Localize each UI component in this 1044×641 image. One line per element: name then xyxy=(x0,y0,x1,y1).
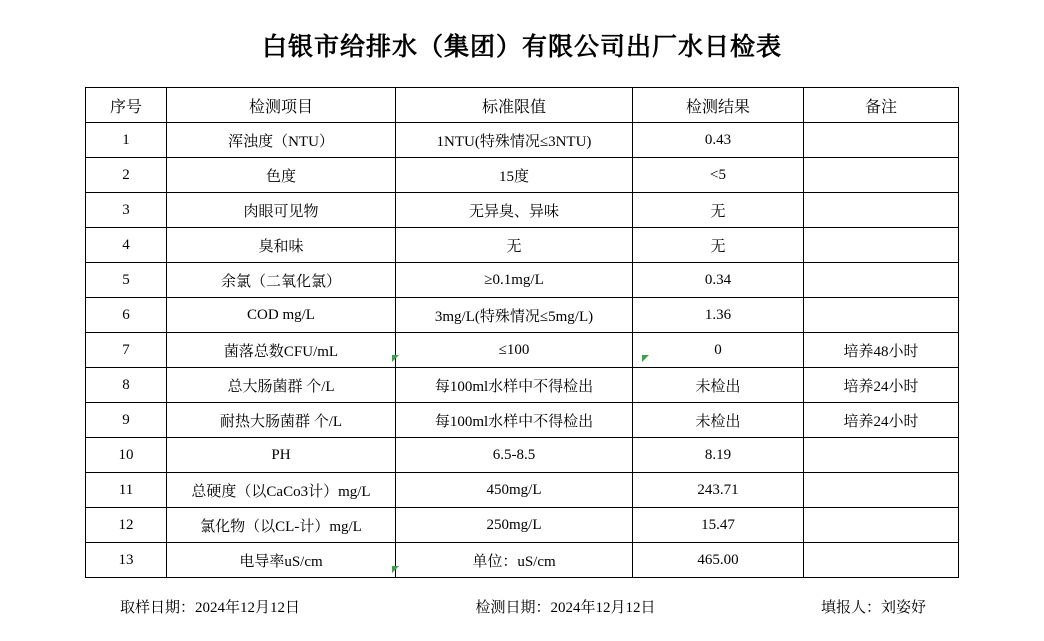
cell-note xyxy=(804,438,959,473)
table-row xyxy=(86,298,959,333)
column-header-index: 序号 xyxy=(86,88,167,123)
cell-result: 未检出 xyxy=(633,403,804,438)
table-row xyxy=(86,228,959,263)
cell-note xyxy=(804,158,959,193)
cell-item: 余氯（二氧化氯） xyxy=(167,263,396,298)
table-row xyxy=(86,123,959,158)
cell-item: 耐热大肠菌群 个/L xyxy=(167,403,396,438)
cell-index: 9 xyxy=(86,403,167,438)
water-quality-table xyxy=(85,87,959,578)
cell-limit: 每100ml水样中不得检出 xyxy=(396,403,633,438)
cell-limit: 450mg/L xyxy=(396,473,633,508)
cell-item: PH xyxy=(167,438,396,473)
cell-item: 浑浊度（NTU） xyxy=(167,123,396,158)
table-row xyxy=(86,403,959,438)
cell-result: 0.43 xyxy=(633,123,804,158)
cell-index: 2 xyxy=(86,158,167,193)
cell-index: 1 xyxy=(86,123,167,158)
cell-note xyxy=(804,508,959,543)
cell-result: 465.00 xyxy=(633,543,804,578)
green-marker-icon xyxy=(642,355,649,362)
table-header-row xyxy=(86,88,959,123)
cell-item: COD mg/L xyxy=(167,298,396,333)
table-header xyxy=(86,88,959,123)
cell-note xyxy=(804,298,959,333)
cell-index: 13 xyxy=(86,543,167,578)
cell-limit: 单位：uS/cm xyxy=(396,543,633,578)
cell-result: 0 xyxy=(633,333,804,368)
cell-limit: 250mg/L xyxy=(396,508,633,543)
cell-note xyxy=(804,193,959,228)
cell-result: 0.34 xyxy=(633,263,804,298)
cell-item: 肉眼可见物 xyxy=(167,193,396,228)
cell-index: 10 xyxy=(86,438,167,473)
table-row xyxy=(86,333,959,368)
cell-note xyxy=(804,473,959,508)
cell-index: 11 xyxy=(86,473,167,508)
cell-result: 243.71 xyxy=(633,473,804,508)
cell-note xyxy=(804,228,959,263)
cell-result: 8.19 xyxy=(633,438,804,473)
table-row xyxy=(86,438,959,473)
cell-item: 电导率uS/cm xyxy=(167,543,396,578)
test-date: 检测日期：2024年12月12日 xyxy=(475,600,656,616)
cell-index: 8 xyxy=(86,368,167,403)
cell-limit: 无异臭、异味 xyxy=(396,193,633,228)
sample-date: 取样日期：2024年12月12日 xyxy=(120,600,301,616)
green-marker-icon xyxy=(392,566,399,573)
table-body xyxy=(86,123,959,578)
column-header-result: 检测结果 xyxy=(633,88,804,123)
cell-note: 培养48小时 xyxy=(804,333,959,368)
reporter-name: 填报人：刘姿妤 xyxy=(820,600,926,616)
cell-note: 培养24小时 xyxy=(804,403,959,438)
cell-limit: 3mg/L(特殊情况≤5mg/L) xyxy=(396,298,633,333)
column-header-note: 备注 xyxy=(804,88,959,123)
cell-limit: 1NTU(特殊情况≤3NTU) xyxy=(396,123,633,158)
cell-result: 1.36 xyxy=(633,298,804,333)
cell-result: 无 xyxy=(633,228,804,263)
table-row xyxy=(86,473,959,508)
cell-note: 培养24小时 xyxy=(804,368,959,403)
table-row xyxy=(86,263,959,298)
cell-index: 12 xyxy=(86,508,167,543)
cell-note xyxy=(804,543,959,578)
table-row xyxy=(86,193,959,228)
cell-limit: 无 xyxy=(396,228,633,263)
cell-index: 5 xyxy=(86,263,167,298)
cell-index: 3 xyxy=(86,193,167,228)
footer xyxy=(82,596,962,617)
cell-index: 7 xyxy=(86,333,167,368)
cell-index: 4 xyxy=(86,228,167,263)
cell-result: 15.47 xyxy=(633,508,804,543)
table-row xyxy=(86,158,959,193)
cell-item: 总硬度（以CaCo3计）mg/L xyxy=(167,473,396,508)
cell-item: 氯化物（以CL-计）mg/L xyxy=(167,508,396,543)
cell-result: 无 xyxy=(633,193,804,228)
cell-result: <5 xyxy=(633,158,804,193)
column-header-item: 检测项目 xyxy=(167,88,396,123)
page-title: 白银市给排水（集团）有限公司出厂水日检表 xyxy=(261,34,782,61)
cell-note xyxy=(804,123,959,158)
cell-limit: 6.5-8.5 xyxy=(396,438,633,473)
cell-item: 菌落总数CFU/mL xyxy=(167,333,396,368)
cell-index: 6 xyxy=(86,298,167,333)
cell-note xyxy=(804,263,959,298)
cell-item: 色度 xyxy=(167,158,396,193)
column-header-limit: 标准限值 xyxy=(396,88,633,123)
cell-limit: 每100ml水样中不得检出 xyxy=(396,368,633,403)
green-marker-icon xyxy=(392,355,399,362)
cell-limit: ≤100 xyxy=(396,333,633,368)
cell-item: 总大肠菌群 个/L xyxy=(167,368,396,403)
table-row xyxy=(86,508,959,543)
table-row xyxy=(86,368,959,403)
cell-limit: ≥0.1mg/L xyxy=(396,263,633,298)
cell-item: 臭和味 xyxy=(167,228,396,263)
cell-result: 未检出 xyxy=(633,368,804,403)
cell-limit: 15度 xyxy=(396,158,633,193)
table-row xyxy=(86,543,959,578)
